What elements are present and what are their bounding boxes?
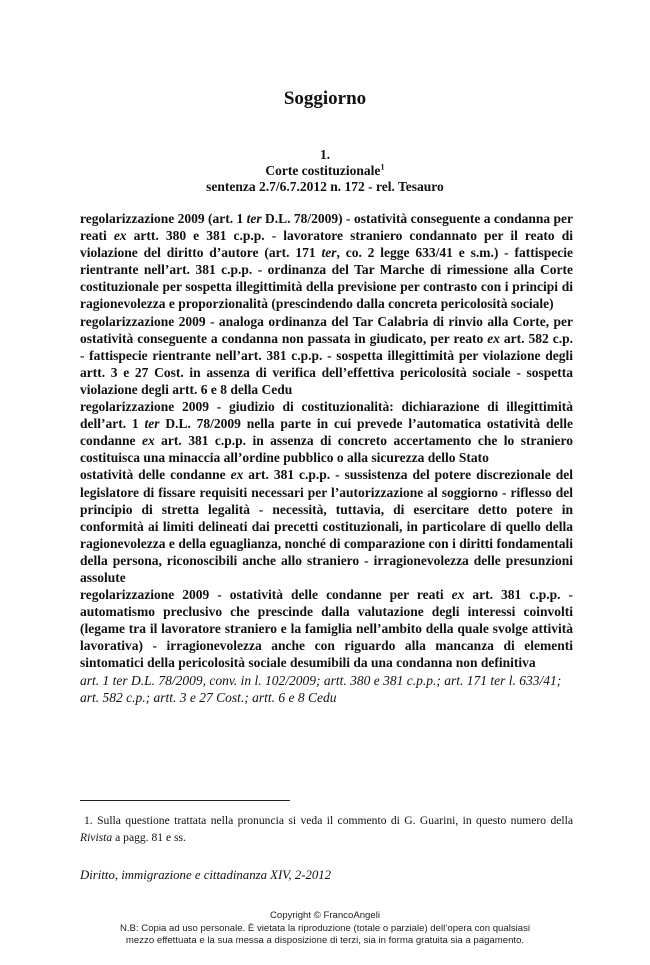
footnote-ref[interactable]: 1 — [380, 161, 385, 172]
massima-paragraph — [80, 313, 573, 398]
massima-italic-term: ex — [141, 433, 155, 449]
massima-italic-term: ex — [451, 587, 465, 603]
ruling-number: 1. — [319, 147, 331, 162]
massima-paragraph — [80, 586, 573, 671]
ruling-reference: sentenza 2.7/6.7.2012 n. 172 - rel. Tesauro — [206, 179, 444, 194]
footnote-text-after: a pagg. 81 e ss. — [112, 831, 186, 844]
massima-text: regolarizzazione 2009 - giudizio di costituzionalità: dichiarazione di illegittimità dell’art. 1 — [80, 399, 573, 432]
massima-italic-term: ex — [113, 228, 127, 244]
footnote-journal-name: Rivista — [80, 831, 113, 844]
massima-italic-term: ter — [144, 416, 160, 432]
massime-block — [80, 210, 573, 706]
massima-italic-term: ex — [487, 330, 500, 346]
massima-text: art. 582 c.p. - fattispecie rientrante nell’art. 381 c.p.p. - sospetta illegittimità per violazione degli artt. 3 e 27 Cost. in assenza di verifica dell’effettiva pericolosità sociale - sospetta violazione degli artt. 6 e 8 della Cedu — [80, 330, 573, 397]
footnote-number: 1. — [84, 814, 93, 827]
copyright-notice-line: mezzo effettuata e la sua messa a disposizione di terzi, sia in forma gratuita sia a pagamento. — [125, 935, 525, 946]
massima-text: artt. 380 e 381 c.p.p. - lavoratore straniero condannato per il reato di violazione del diritto d’autore (art. 171 — [80, 228, 573, 261]
massima-text: ostatività delle condanne — [80, 467, 231, 483]
normative-references: art. 1 ter D.L. 78/2009, conv. in l. 102/2009; artt. 380 e 381 c.p.p.; art. 171 ter l. 633/41; art. 582 c.p.; artt. 3 e 27 Cost.; artt. 6 e 8 Cedu — [80, 672, 562, 705]
massima-text: art. 381 c.p.p. - sussistenza del potere discrezionale del legislatore di fissare requisiti necessari per l’autorizzazione al soggiorno - riflesso del principio di stretta legalità - necessità, tuttavia, di esercitare detto potere in conformità ai limiti delineati dai precetti costituzionali, in particolare di quello della ragionevolezza e della eguaglianza, nonché di comparazione con i diritti fondamentali della persona, riconoscibili anche allo straniero - irragionevolezza delle presunzioni assolute — [80, 467, 573, 585]
page-title: Soggiorno — [283, 88, 367, 109]
copyright-line: Copyright © FrancoAngeli — [270, 910, 380, 921]
massima-paragraph — [80, 466, 573, 586]
massima-paragraph — [80, 398, 573, 466]
footnote — [80, 812, 573, 846]
footnote-divider — [80, 800, 290, 801]
copyright-notice-line: N.B: Copia ad uso personale. È vietata la riproduzione (totale o parziale) dell’opera con qualsiasi — [119, 922, 531, 934]
massima-italic-term: ter — [321, 245, 337, 261]
footnote-text-before: Sulla questione trattata nella pronuncia si veda il commento di G. Guarini, in questo numero della — [97, 814, 573, 827]
massima-text: regolarizzazione 2009 (art. 1 — [80, 211, 247, 226]
massima-text: , co. 2 legge 633/41 e s.m.) - fattispecie rientrante nell’art. 381 c.p.p. - ordinanza del Tar Marche di rimessione alla Corte costituzionale per sospetta illegittimità della previsione per contrasto con i principi di ragionevolezza e proporzionalità (prescindendo dalla concreta pericolosità sociale) — [80, 245, 574, 312]
massima-text: regolarizzazione 2009 - ostatività delle condanne per reati — [80, 587, 452, 603]
court-name-text: Corte costituzionale — [265, 163, 381, 178]
massima-italic-term: ex — [230, 467, 244, 483]
copyright-notice — [0, 910, 650, 948]
massima-paragraph — [80, 210, 573, 313]
journal-line: Diritto, immigrazione e cittadinanza XIV, 2-2012 — [80, 868, 332, 882]
massima-text: D.L. 78/2009) - ostatività conseguente a condanna per reati — [80, 211, 574, 244]
massima-text: art. 381 c.p.p. in assenza di concreto accertamento che lo straniero costituisca una minaccia all’ordine pubblico o alla sicurezza dello Stato — [80, 433, 573, 466]
massima-text: regolarizzazione 2009 - analoga ordinanza del Tar Calabria di rinvio alla Corte, per ostatività conseguente a condanna non passata in giudicato, per reato — [80, 313, 573, 346]
massima-text: art. 381 c.p.p. - automatismo preclusivo che prescinde dalla valutazione degli interessi coinvolti (legame tra il lavoratore straniero e la famiglia nell’ambito della quale svolge attività lavorativa) - irragionevolezza anche con riguardo alla mancanza di elementi sintomatici della pericolosità sociale desumibili da una condanna non definitiva — [80, 587, 573, 671]
court-name — [0, 163, 650, 179]
massima-text: D.L. 78/2009 nella parte in cui prevede l’automatica ostatività delle condanne — [80, 416, 573, 449]
massime-list — [80, 210, 573, 672]
massima-italic-term: ter — [246, 211, 262, 226]
